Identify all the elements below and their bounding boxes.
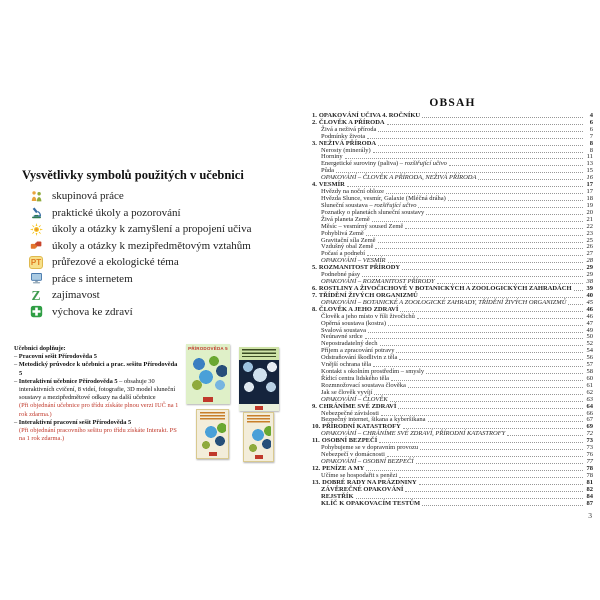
toc-entry-title: NEŽIVÁ PŘÍRODA <box>318 139 377 147</box>
toc-entry-page: 26 <box>586 243 593 251</box>
dot-leader <box>373 366 583 367</box>
dot-leader <box>345 158 583 159</box>
toc-entry-page: 66 <box>586 409 593 417</box>
toc-entry-page: 47 <box>586 319 593 327</box>
dot-leader <box>437 283 583 284</box>
toc-entry-title: Učíme se hospodařit s penězi <box>321 471 398 479</box>
toc-entry-page: 69 <box>586 423 593 431</box>
toc-entry-number: 9. <box>312 402 317 410</box>
symbol-label: praktické úkoly a pozorování <box>52 206 181 219</box>
dot-leader <box>387 456 583 457</box>
dot-leader <box>390 401 583 402</box>
dot-leader <box>378 131 583 132</box>
toc-entry-title: PŘÍRODNÍ KATASTROFY <box>322 423 401 431</box>
book-cover-title-band <box>239 347 279 360</box>
toc-entry-number: 8. <box>312 305 317 313</box>
book-cover-thumbnail <box>243 412 274 462</box>
toc-entry-page: 17 <box>586 188 593 196</box>
toc-entry-number: 3. <box>312 139 317 147</box>
toc-entry-page: 84 <box>586 492 593 500</box>
toc-entry-title: Živá a neživá příroda <box>321 125 377 133</box>
toc-entry-page: 76 <box>586 451 593 459</box>
toc-entry-title: Půda <box>321 167 334 175</box>
toc-entry-title: Pohyblivá Země <box>321 229 364 237</box>
microscope-icon <box>29 206 43 220</box>
book-cover-title: PŘÍRODOVĚDA 5 <box>188 346 228 351</box>
toc-entry-title: OPAKOVÁNÍ UČIVA 4. ROČNÍKU <box>318 111 421 119</box>
toc-entry-title: OPAKOVÁNÍ – BOTANICKÉ A ZOOLOGICKÉ ZAHRADY, TŘÍDĚNÍ ŽIVÝCH ORGANIZMŮ <box>321 298 567 306</box>
toc-entry-page: 17 <box>586 181 593 189</box>
table-of-contents <box>312 97 593 520</box>
toc-entry-title: PENÍZE A MY <box>322 464 365 472</box>
toc-entry-number: 11. <box>312 437 320 445</box>
toc-entry-number: 2. <box>312 118 317 126</box>
toc-entry-title: Sluneční soustava – <box>321 201 375 209</box>
dot-leader <box>381 415 583 416</box>
dot-leader <box>422 117 583 118</box>
toc-entry-title: OPAKOVÁNÍ – OSOBNÍ BEZPEČÍ <box>321 458 414 466</box>
toc-entry-page: 72 <box>586 430 593 438</box>
toc-entry-title: Nebezpečné závislosti <box>321 409 379 417</box>
toc-entry-page: 39 <box>586 284 593 292</box>
dot-leader <box>420 297 583 298</box>
toc-entry-title: Hvězdy na noční obloze <box>321 188 384 196</box>
dot-leader <box>449 165 583 166</box>
supplement-item: – Interaktivní učebnice Přírodověda 5 – obsahuje 30 interaktivních cvičení, 8 videí, fotografie, 3D model sluneční soustavy a mezipředmětové odkazy na další učebnice <box>14 377 176 402</box>
toc-entry-page: 52 <box>586 340 593 348</box>
toc-entry-number: 12. <box>312 464 321 472</box>
toc-entry-page: 56 <box>586 354 593 362</box>
symbol-item <box>29 287 284 304</box>
toc-entry-title: Příjem a zpracování potravy <box>321 347 395 355</box>
toc-entry-page: 62 <box>586 388 593 396</box>
book-cover-thumbnail <box>186 344 230 404</box>
symbols-legend <box>22 168 284 320</box>
toc-entry-title: OPAKOVÁNÍ – VESMÍR <box>321 257 386 265</box>
dot-leader <box>347 186 583 187</box>
symbol-item <box>29 205 284 222</box>
book-cover-art <box>241 362 277 403</box>
computer-icon <box>29 272 43 286</box>
publisher-logo <box>203 397 213 402</box>
toc-entry-page: 6 <box>589 118 593 126</box>
toc-entry-page: 45 <box>586 298 593 306</box>
toc-entry-page: 29 <box>586 264 593 272</box>
dot-leader <box>574 290 583 291</box>
symbol-label: výchova ke zdraví <box>52 305 133 318</box>
book-cover-thumbnail <box>196 409 229 459</box>
toc-entry-page: 61 <box>586 381 593 389</box>
symbol-item <box>29 271 284 288</box>
toc-entry <box>312 147 593 154</box>
dot-leader <box>380 345 584 346</box>
dot-leader <box>372 221 583 222</box>
dot-leader <box>426 373 583 374</box>
dot-leader <box>405 228 583 229</box>
toc-entry-title: ROZMANITOST PŘÍRODY <box>318 264 401 272</box>
toc-entry-page: 57 <box>586 361 593 369</box>
toc-entry-page: 58 <box>586 368 593 376</box>
toc-entry-number: 6. <box>312 284 317 292</box>
toc-entry-title: Jak se člověk vyvíjí <box>321 388 373 396</box>
symbol-label: průřezové a ekologické téma <box>52 256 179 269</box>
symbol-label: skupinová práce <box>52 190 124 203</box>
toc-list <box>312 112 593 507</box>
toc-entry-page: 27 <box>586 250 593 258</box>
toc-entry-page: 40 <box>586 291 593 299</box>
toc-entry-title: Kontakt s okolním prostředím – smysly <box>321 368 425 376</box>
pt-badge-icon: PT <box>30 257 42 267</box>
toc-entry-page: 7 <box>589 132 593 140</box>
health-cross-icon <box>29 305 43 319</box>
dot-leader <box>417 318 583 319</box>
book-cover-art <box>246 425 271 453</box>
dot-leader <box>405 491 583 492</box>
toc-entry-page: 73 <box>586 444 593 452</box>
dot-leader <box>400 311 583 312</box>
toc-entry-title: Člověk a jeho místo v říši živočichů <box>321 312 415 320</box>
toc-entry-page: 64 <box>586 402 593 410</box>
toc-entry-page: 78 <box>586 464 593 472</box>
symbols-legend-title: Vysvětlivky symbolů použitých v učebnici <box>22 168 244 182</box>
toc-entry-page: 46 <box>586 312 593 320</box>
toc-entry-title: Gravitační síla Země <box>321 236 376 244</box>
symbol-label: zajímavost <box>52 289 100 302</box>
toc-entry-page: 18 <box>586 194 593 202</box>
dot-leader <box>396 352 583 353</box>
dot-leader <box>388 262 583 263</box>
toc-entry-number: 1. <box>312 111 317 119</box>
toc-entry-page: 78 <box>586 471 593 479</box>
toc-entry-page: 19 <box>586 201 593 209</box>
symbol-item <box>29 304 284 321</box>
toc-entry-title: Rozmnožovací soustava člověka <box>321 381 406 389</box>
symbol-item <box>29 221 284 238</box>
dot-leader <box>568 304 583 305</box>
supplements-block <box>14 345 180 443</box>
dot-leader <box>428 421 584 422</box>
book-cover-title-band <box>200 412 225 420</box>
dot-leader <box>362 276 583 277</box>
toc-entry-title: Měsíc – vesmírný soused Země <box>321 222 404 230</box>
toc-entry <box>312 500 593 507</box>
supplement-item: – Pracovní sešit Přírodověda 5 <box>14 353 97 361</box>
dot-leader <box>391 380 583 381</box>
toc-entry-page: 46 <box>586 305 593 313</box>
z-letter-icon: Z <box>31 287 41 303</box>
toc-entry-page: 60 <box>586 374 593 382</box>
dot-leader <box>448 200 583 201</box>
toc-entry-title: Podnebné pásy <box>321 271 361 279</box>
toc-entry-page: 50 <box>586 333 593 341</box>
toc-entry-page: 49 <box>586 326 593 334</box>
dot-leader <box>419 484 583 485</box>
toc-entry-title: OSOBNÍ BEZPEČÍ <box>321 437 378 445</box>
toc-entry-title: ČLOVĚK A PŘÍRODA <box>318 118 385 126</box>
toc-entry-page: 25 <box>586 236 593 244</box>
dot-leader <box>402 269 583 270</box>
dot-leader <box>418 207 583 208</box>
toc-entry-title: KLÍČ K OPAKOVACÍM TESTŮM <box>321 499 421 507</box>
toc-entry-title: Živá planeta Země <box>321 215 370 223</box>
symbols-list <box>22 188 284 320</box>
dot-leader <box>387 124 583 125</box>
dot-leader <box>378 242 583 243</box>
toc-entry-title: Nepostradatelný dech <box>321 340 378 348</box>
toc-entry-title: OPAKOVÁNÍ – ČLOVĚK <box>321 395 388 403</box>
toc-entry-title: ZÁVĚREČNÉ OPAKOVÁNÍ <box>321 485 404 493</box>
toc-entry-title: ČLOVĚK A JEHO ZDRAVÍ <box>318 305 399 313</box>
toc-entry-title: Horniny <box>321 153 343 161</box>
toc-entry-title: Vzdušný obal Země <box>321 243 374 251</box>
toc-entry-page: 13 <box>586 160 593 168</box>
toc-title: OBSAH <box>429 97 476 109</box>
toc-entry-title-italic: rozšiřující učivo <box>374 201 417 209</box>
supplement-note: (Při objednání učebnice pro třídu získáte plnou verzi IUČ na 1 rok zdarma.) <box>19 402 179 418</box>
toc-entry <box>312 174 593 181</box>
toc-entry-number: 7. <box>312 291 317 299</box>
toc-entry-title: REJSTŘÍK <box>321 492 354 500</box>
toc-entry-page: 87 <box>586 499 593 507</box>
toc-entry-title: VESMÍR <box>318 181 345 189</box>
dot-leader <box>374 394 583 395</box>
dot-leader <box>367 255 583 256</box>
toc-entry-page: 54 <box>586 347 593 355</box>
toc-entry-page: 22 <box>586 222 593 230</box>
toc-entry-title: Svalová soustava <box>321 326 366 334</box>
supplement-note: (Při objednání pracovního sešitu pro třídu získáte Interakt. PS na 1 rok zdarma.) <box>19 426 177 443</box>
dot-leader <box>368 332 583 333</box>
supplement-item: – Interaktivní pracovní sešit Přírodověda 5 <box>14 418 132 426</box>
toc-entry-page: 20 <box>586 208 593 216</box>
dot-leader <box>379 442 583 443</box>
toc-entry-page: 73 <box>586 437 593 445</box>
dot-leader <box>398 408 583 409</box>
toc-entry-page: 81 <box>586 478 593 486</box>
toc-entry-page: 28 <box>586 257 593 265</box>
group-icon <box>29 189 43 203</box>
toc-entry-title: CHRÁNÍME SVÉ ZDRAVÍ <box>318 402 397 410</box>
book-cover-art <box>189 356 227 395</box>
toc-entry-title: ROSTLINY A ŽIVOČICHOVÉ V BOTANICKÝCH A ZOOLOGICKÝCH ZAHRADÁCH <box>318 284 572 292</box>
toc-entry-page: 4 <box>589 111 593 119</box>
toc-entry-title: Vnější ochrana těla <box>321 361 372 369</box>
toc-entry <box>312 486 593 493</box>
symbol-item <box>29 254 284 271</box>
toc-entry-page: 8 <box>589 146 593 154</box>
dot-leader <box>408 387 583 388</box>
dot-leader <box>375 248 583 249</box>
toc-entry-title-italic: rozšiřující učivo <box>404 160 447 168</box>
symbol-label: úkoly a otázky k mezipředmětovým vztahům <box>52 239 251 252</box>
toc-entry-page: 16 <box>586 174 593 182</box>
toc-entry-title: Pohybujeme se v dopravním provozu <box>321 444 419 452</box>
dot-leader <box>399 477 583 478</box>
toc-entry-title: Nebezpečí v domácnosti <box>321 451 385 459</box>
dot-leader <box>373 152 583 153</box>
toc-entry-page: 77 <box>586 458 593 466</box>
book-cover-title-band <box>247 415 270 423</box>
symbol-item <box>29 238 284 255</box>
book-cover-thumbnails <box>186 344 282 456</box>
toc-entry-title: OPAKOVÁNÍ – ROZMANITOST PŘÍRODY <box>321 278 435 286</box>
toc-entry <box>312 160 593 167</box>
book-cover-footer <box>239 404 279 411</box>
dot-leader <box>399 359 583 360</box>
dot-leader <box>426 214 583 215</box>
toc-entry-title: DOBRÉ RADY NA PRÁZDNINY <box>322 478 417 486</box>
symbol-item <box>29 188 284 205</box>
publisher-logo <box>255 455 263 459</box>
toc-entry-title: Hvězda Slunce, vesmír, Galaxie (Mléčná dráha) <box>321 194 446 202</box>
symbol-label: úkoly a otázky k zamyšlení a propojení učiva <box>52 223 252 236</box>
toc-entry-number: 5. <box>312 264 317 272</box>
dot-leader <box>416 463 584 464</box>
toc-entry-title: Počasí a podnebí <box>321 250 366 258</box>
toc-entry-title: Podmínky života <box>321 132 366 140</box>
dot-leader <box>378 145 583 146</box>
toc-entry-title: OPAKOVÁNÍ – ČLOVĚK A PŘÍRODA, NEŽIVÁ PŘÍRODA <box>321 174 477 182</box>
toc-entry-number: 4. <box>312 181 317 189</box>
sun-icon <box>29 222 43 236</box>
supplements-heading: Učebnici doplňuje: <box>14 345 66 352</box>
toc-entry-page: 21 <box>586 215 593 223</box>
toc-entry-page: 15 <box>586 167 593 175</box>
toc-entry-page: 23 <box>586 229 593 237</box>
toc-entry-page: 6 <box>589 125 593 133</box>
dot-leader <box>386 193 583 194</box>
toc-entry-page: 63 <box>586 395 593 403</box>
dot-leader <box>478 179 583 180</box>
supplements-list <box>14 353 180 443</box>
supplement-item: – Metodický průvodce k učebnici a prac. sešitu Přírodověda 5 <box>14 361 178 377</box>
book-cover-art <box>199 422 226 450</box>
toc-entry-title: Energetické suroviny (paliva) – <box>321 160 405 168</box>
toc-entry-title: TŘÍDĚNÍ ŽIVÝCH ORGANIZMŮ <box>318 291 418 299</box>
toc-entry-title: Řídicí centra lidského těla <box>321 374 390 382</box>
dot-leader <box>420 449 583 450</box>
toc-entry-number: 10. <box>312 423 321 431</box>
toc-entry-title: Neúnavné srdce <box>321 333 363 341</box>
book-cover-thumbnail <box>239 347 279 411</box>
toc-entry-page: 8 <box>589 139 593 147</box>
toc-entry-title: Odstraňování škodlivin z těla <box>321 354 398 362</box>
toc-entry-page: 29 <box>586 271 593 279</box>
puzzle-icon <box>29 239 43 253</box>
dot-leader <box>422 505 583 506</box>
dot-leader <box>367 138 583 139</box>
dot-leader <box>507 435 583 436</box>
toc-entry-page: 67 <box>586 416 593 424</box>
symbol-label: práce s internetem <box>52 272 133 285</box>
toc-entry-title: Opěrná soustava (kostra) <box>321 319 386 327</box>
dot-leader <box>388 325 583 326</box>
toc-entry-page: 38 <box>586 278 593 286</box>
toc-entry-title: Bezpečný internet, šikana a kyberšikana <box>321 416 426 424</box>
dot-leader <box>366 470 583 471</box>
page-number: 3 <box>588 510 592 520</box>
toc-entry-title: OPAKOVÁNÍ – CHRÁNÍME SVÉ ZDRAVÍ, PŘÍRODNÍ KATASTROFY <box>321 430 506 438</box>
dot-leader <box>356 498 583 499</box>
dot-leader <box>366 235 583 236</box>
toc-entry-number: 13. <box>312 478 321 486</box>
publisher-logo <box>209 452 217 456</box>
toc-entry-title: Poznatky o planetách sluneční soustavy <box>321 208 425 216</box>
toc-entry-page: 82 <box>586 485 593 493</box>
toc-entry-title: Nerosty (minerály) <box>321 146 371 154</box>
toc-entry-page: 11 <box>586 153 593 161</box>
dot-leader <box>365 338 583 339</box>
